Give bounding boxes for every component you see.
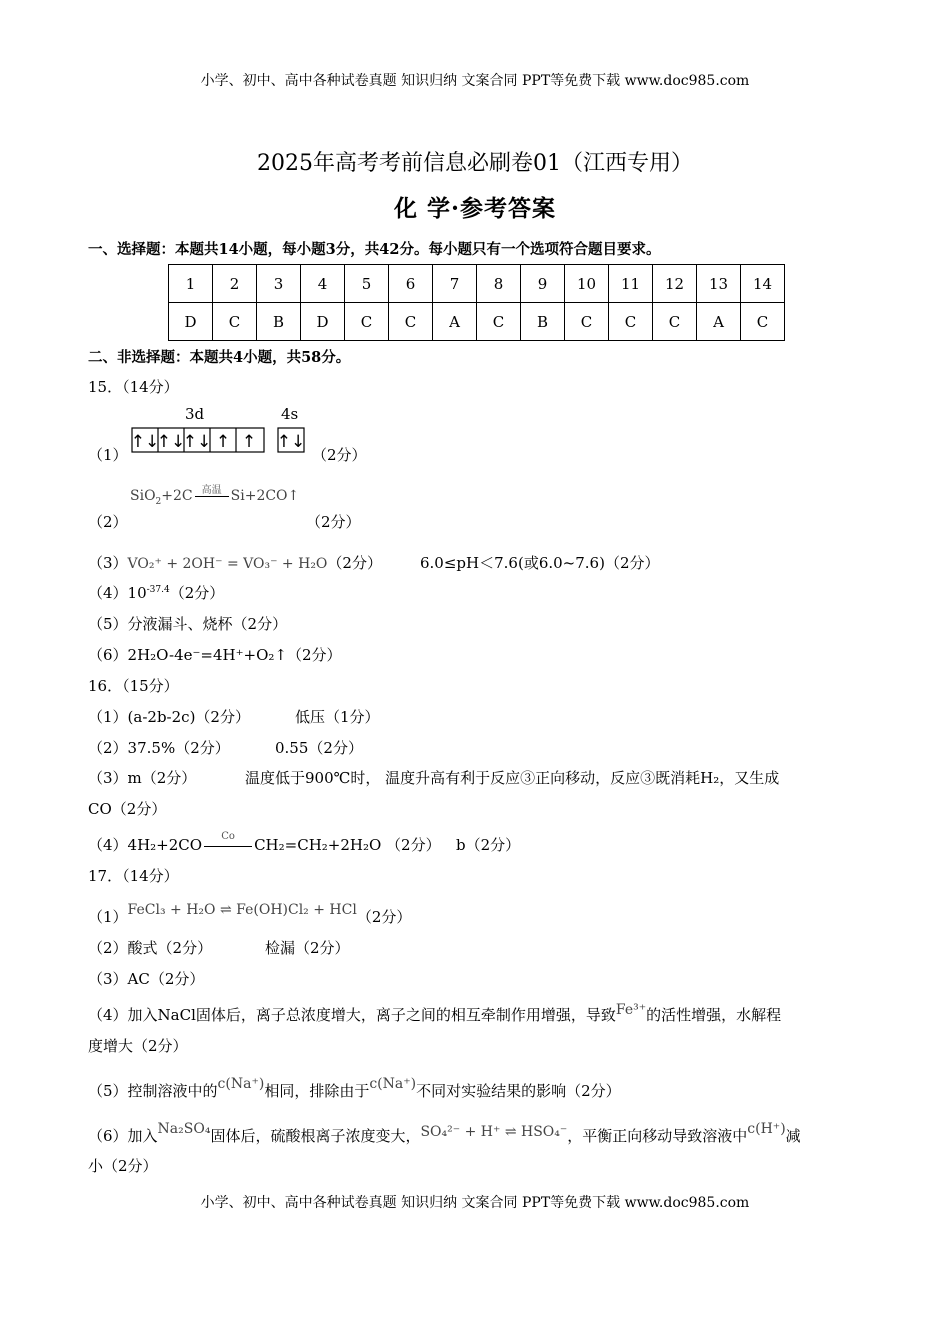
answer-cell: C xyxy=(477,303,521,341)
q17-part6-text-4: 减 xyxy=(785,1127,801,1145)
q16-part4-answer-b: b（2分） xyxy=(456,836,521,854)
q17-part4-text: （4）加入NaCl固体后，离子总浓度增大，离子之间的相互牵制作用增强，导致 xyxy=(88,1006,616,1024)
q17-part2-leak-check: 检漏（2分） xyxy=(265,939,350,957)
page-header: 小学、初中、高中各种试卷真题 知识归纳 文案合同 PPT等免费下载 www.doc985.com xyxy=(200,73,750,89)
answer-cell: D xyxy=(169,303,213,341)
answer-cell: A xyxy=(433,303,477,341)
svg-text:↑: ↑ xyxy=(215,432,231,452)
question-number: 8 xyxy=(477,265,521,303)
q17-part4 xyxy=(88,1004,781,1025)
eq-subscript: 2 xyxy=(155,496,162,507)
sodium-sulfate: Na₂SO₄ xyxy=(157,1121,211,1137)
q15-part2-label: （2） xyxy=(88,513,128,531)
q15-part4-exponent: -37.4 xyxy=(146,585,170,595)
section-2-heading: 二、非选择题：本题共4小题，共58分。 xyxy=(88,349,351,366)
answer-cell: B xyxy=(521,303,565,341)
answer-table xyxy=(168,264,785,341)
question-number: 5 xyxy=(345,265,389,303)
q16-heading: 16．（15分） xyxy=(88,677,179,695)
q15-part4 xyxy=(88,582,224,603)
answer-cell: D xyxy=(301,303,345,341)
question-number: 3 xyxy=(257,265,301,303)
q15-part3-score: （2分） xyxy=(327,554,382,572)
q15-part5: （5）分液漏斗、烧杯（2分） xyxy=(88,615,288,633)
question-number: 12 xyxy=(653,265,697,303)
answer-cell: A xyxy=(697,303,741,341)
answer-cell: C xyxy=(653,303,697,341)
svg-text:↑: ↑ xyxy=(241,432,257,452)
q17-part3: （3）AC（2分） xyxy=(88,970,205,988)
q16-part4-reactants: （4）4H₂+2CO xyxy=(88,836,203,854)
q17-part2: （2）酸式（2分） xyxy=(88,939,213,957)
q16-part1-pressure: 低压（1分） xyxy=(295,708,380,726)
document-title: 2025年高考考前信息必刷卷01（江西专用） xyxy=(257,151,693,176)
q17-part5-text-2: 相同，排除由于 xyxy=(264,1082,370,1100)
orbital-4s-label: 4s xyxy=(281,405,299,423)
q15-heading: 15．（14分） xyxy=(88,378,179,396)
answer-cell: C xyxy=(609,303,653,341)
q16-part3-explanation: 温度低于900℃时， 温度升高有利于反应③正向移动，反应③既消耗H₂，又生成 xyxy=(245,769,780,787)
catalyst-label: Co xyxy=(221,830,235,842)
q16-part3: （3）m（2分） xyxy=(88,769,197,787)
question-number: 10 xyxy=(565,265,609,303)
q15-part2-equation xyxy=(130,484,300,507)
q16-part3-continued: CO（2分） xyxy=(88,800,167,818)
q17-part5-text-3: 不同对实验结果的影响（2分） xyxy=(416,1082,621,1100)
reaction-arrow-icon xyxy=(204,830,252,847)
section-1-heading: 一、选择题：本题共14小题，每小题3分，共42分。每小题只有一个选项符合题目要求。 xyxy=(88,241,661,258)
q15-part6: （6）2H₂O-4e⁻=4H⁺+O₂↑（2分） xyxy=(88,646,342,664)
q17-part5-text: （5）控制溶液中的 xyxy=(88,1082,218,1100)
q15-part3-equation: VO₂⁺ + 2OH⁻ = VO₃⁻ + H₂O xyxy=(127,556,328,572)
q15-part3-label: （3） xyxy=(88,554,128,572)
q17-part5 xyxy=(88,1076,621,1101)
answer-cell: C xyxy=(345,303,389,341)
q15-part1-score: （2分） xyxy=(312,446,367,464)
answer-cell: B xyxy=(257,303,301,341)
orbital-diagram xyxy=(130,426,310,454)
q16-part4 xyxy=(88,830,441,855)
question-number: 7 xyxy=(433,265,477,303)
answer-cell: C xyxy=(741,303,785,341)
electron-arrows xyxy=(131,432,306,452)
q15-part3 xyxy=(88,552,382,573)
question-number: 14 xyxy=(741,265,785,303)
fe3-ion: Fe³⁺ xyxy=(615,1002,647,1018)
page-footer: 小学、初中、高中各种试卷真题 知识归纳 文案合同 PPT等免费下载 www.doc985.com xyxy=(200,1195,750,1211)
h-concentration: c(H⁺) xyxy=(747,1121,786,1137)
svg-text:↑↓: ↑↓ xyxy=(130,432,160,452)
question-number: 2 xyxy=(213,265,257,303)
q15-part1-label: （1） xyxy=(88,446,128,464)
q17-part6-continued: 小（2分） xyxy=(88,1157,158,1175)
question-number: 4 xyxy=(301,265,345,303)
q17-part6-text: （6）加入 xyxy=(88,1127,158,1145)
q17-part1 xyxy=(88,902,412,927)
q15-part2-score: （2分） xyxy=(306,513,361,531)
eq-reactant: SiO xyxy=(130,488,156,504)
document-subtitle: 化 学·参考答案 xyxy=(393,195,556,222)
q17-part1-score: （2分） xyxy=(356,908,412,926)
answer-cell: C xyxy=(565,303,609,341)
question-number: 11 xyxy=(609,265,653,303)
q17-part1-label: （1） xyxy=(88,908,128,926)
answer-cell: C xyxy=(389,303,433,341)
q17-part6-text-3: ，平衡正向移动导致溶液中 xyxy=(567,1127,748,1145)
answer-cell: C xyxy=(213,303,257,341)
question-number: 1 xyxy=(169,265,213,303)
orbital-3d-label: 3d xyxy=(185,405,205,423)
eq-product: Si+2CO↑ xyxy=(230,488,300,504)
q17-heading: 17．（14分） xyxy=(88,867,179,885)
reaction-condition: 高温 xyxy=(201,484,222,496)
question-number: 6 xyxy=(389,265,433,303)
q17-part4-text-2: 的活性增强，水解程 xyxy=(646,1006,782,1024)
svg-text:↑↓: ↑↓ xyxy=(182,432,212,452)
q15-part4-label: （4）10 xyxy=(88,584,147,602)
question-number: 9 xyxy=(521,265,565,303)
answer-table-answer-row xyxy=(169,303,785,341)
q17-part6 xyxy=(88,1121,801,1146)
q15-part4-score: （2分） xyxy=(169,584,225,602)
equals-sign-icon xyxy=(195,484,229,497)
svg-text:↑↓: ↑↓ xyxy=(276,432,306,452)
q16-part4-products: CH₂=CH₂+2H₂O （2分） xyxy=(254,836,441,854)
na-concentration: c(Na⁺) xyxy=(217,1076,265,1092)
na-concentration-2: c(Na⁺) xyxy=(369,1076,417,1092)
q16-part2: （2）37.5%（2分） xyxy=(88,739,230,757)
q16-part1: （1）(a-2b-2c)（2分） xyxy=(88,708,250,726)
eq-reactant-2: +2C xyxy=(161,488,193,504)
q15-part3-ph-range: 6.0≤pH＜7.6(或6.0~7.6)（2分） xyxy=(420,554,660,572)
q17-part6-text-2: 固体后，硫酸根离子浓度变大， xyxy=(210,1127,421,1145)
svg-text:↑↓: ↑↓ xyxy=(156,432,186,452)
question-number: 13 xyxy=(697,265,741,303)
answer-table-number-row xyxy=(169,265,785,303)
q17-part4-continued: 度增大（2分） xyxy=(88,1037,188,1055)
q16-part2-value: 0.55（2分） xyxy=(275,739,363,757)
q17-part1-equation: FeCl₃ + H₂O ⇌ Fe(OH)Cl₂ + HCl xyxy=(127,902,357,918)
bisulfate-equilibrium: SO₄²⁻ + H⁺ ⇌ HSO₄⁻ xyxy=(420,1124,568,1140)
